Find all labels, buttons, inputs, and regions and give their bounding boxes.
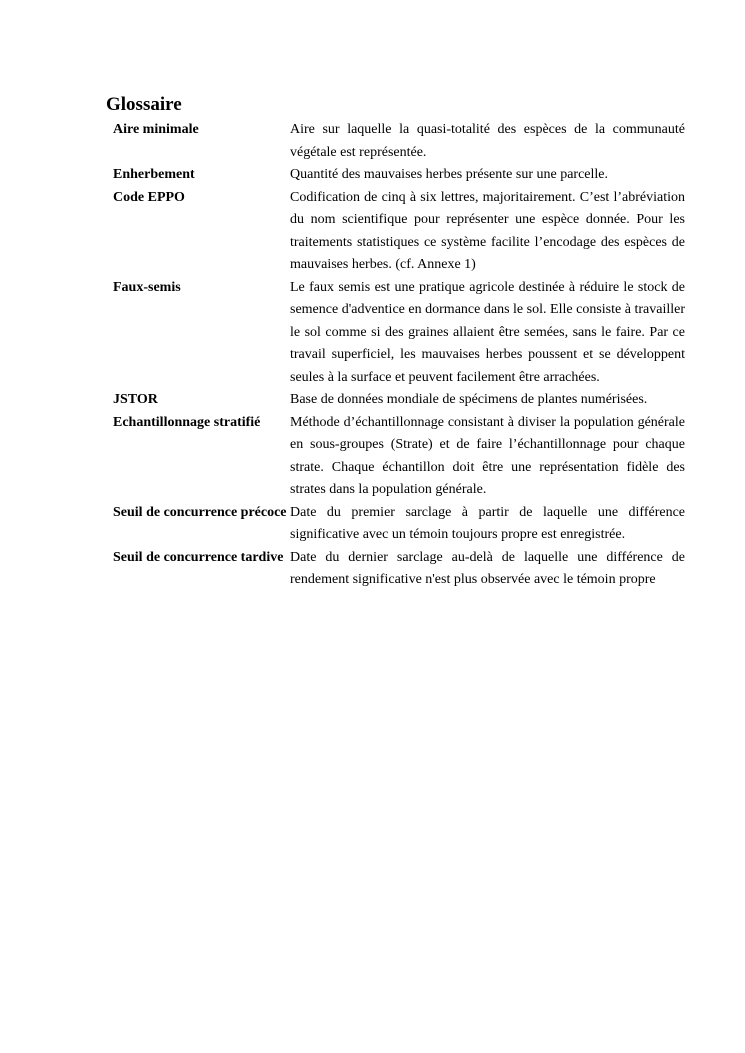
glossary-definition: Aire sur laquelle la quasi-totalité des espèces de la communauté végétale est représentée. [290,122,685,160]
glossary-list [113,119,685,592]
glossary-definition: Date du dernier sarclage au-delà de laquelle une différence de rendement significative n'est plus observée avec le témoin propre [290,549,685,587]
glossary-entry [113,412,685,502]
page-title: Glossaire [106,94,182,115]
glossary-term: Code EPPO [113,189,185,205]
glossary-term: Seuil de concurrence tardive [113,549,284,565]
glossary-term: JSTOR [113,392,158,407]
glossary-entry [113,164,685,187]
glossary-entry [113,277,685,390]
glossary-definition: Date du premier sarclage à partir de laquelle une différence significative avec un témoin toujours propre est enregistrée. [290,504,685,542]
glossary-definition: Codification de cinq à six lettres, majoritairement. C’est l’abréviation du nom scientifique pour représenter une espèce donnée. Pour les traitements statistiques ce système facilite l’encodage des espèces de mauvaises herbes. (cf. Annexe 1) [290,189,685,272]
glossary-term: Enherbement [113,167,195,182]
glossary-term: Echantillonnage stratifié [113,414,261,430]
glossary-definition: Quantité des mauvaises herbes présente sur une parcelle. [290,167,608,182]
glossary-entry [113,187,685,277]
glossary-term: Faux-semis [113,279,181,295]
glossary-entry [113,547,685,592]
glossary-entry [113,119,685,164]
glossary-term: Aire minimale [113,122,199,137]
glossary-term: Seuil de concurrence précoce [113,504,287,520]
glossary-entry [113,389,685,412]
glossary-entry [113,502,685,547]
glossary-definition: Méthode d’échantillonnage consistant à diviser la population générale en sous-groupes (Strate) et de faire l’échantillonnage pour chaque strate. Chaque échantillon doit être une représentation fidèle des strates dans la population générale. [290,414,685,497]
glossary-definition: Base de données mondiale de spécimens de plantes numérisées. [290,392,648,407]
glossary-definition: Le faux semis est une pratique agricole destinée à réduire le stock de semence d'adventice en dormance dans le sol. Elle consiste à travailler le sol comme si des graines allaient être semées, sans le faire. Par ce travail superficiel, les mauvaises herbes poussent et se développent seules à la surface et peuvent facilement être arrachées. [290,279,685,385]
